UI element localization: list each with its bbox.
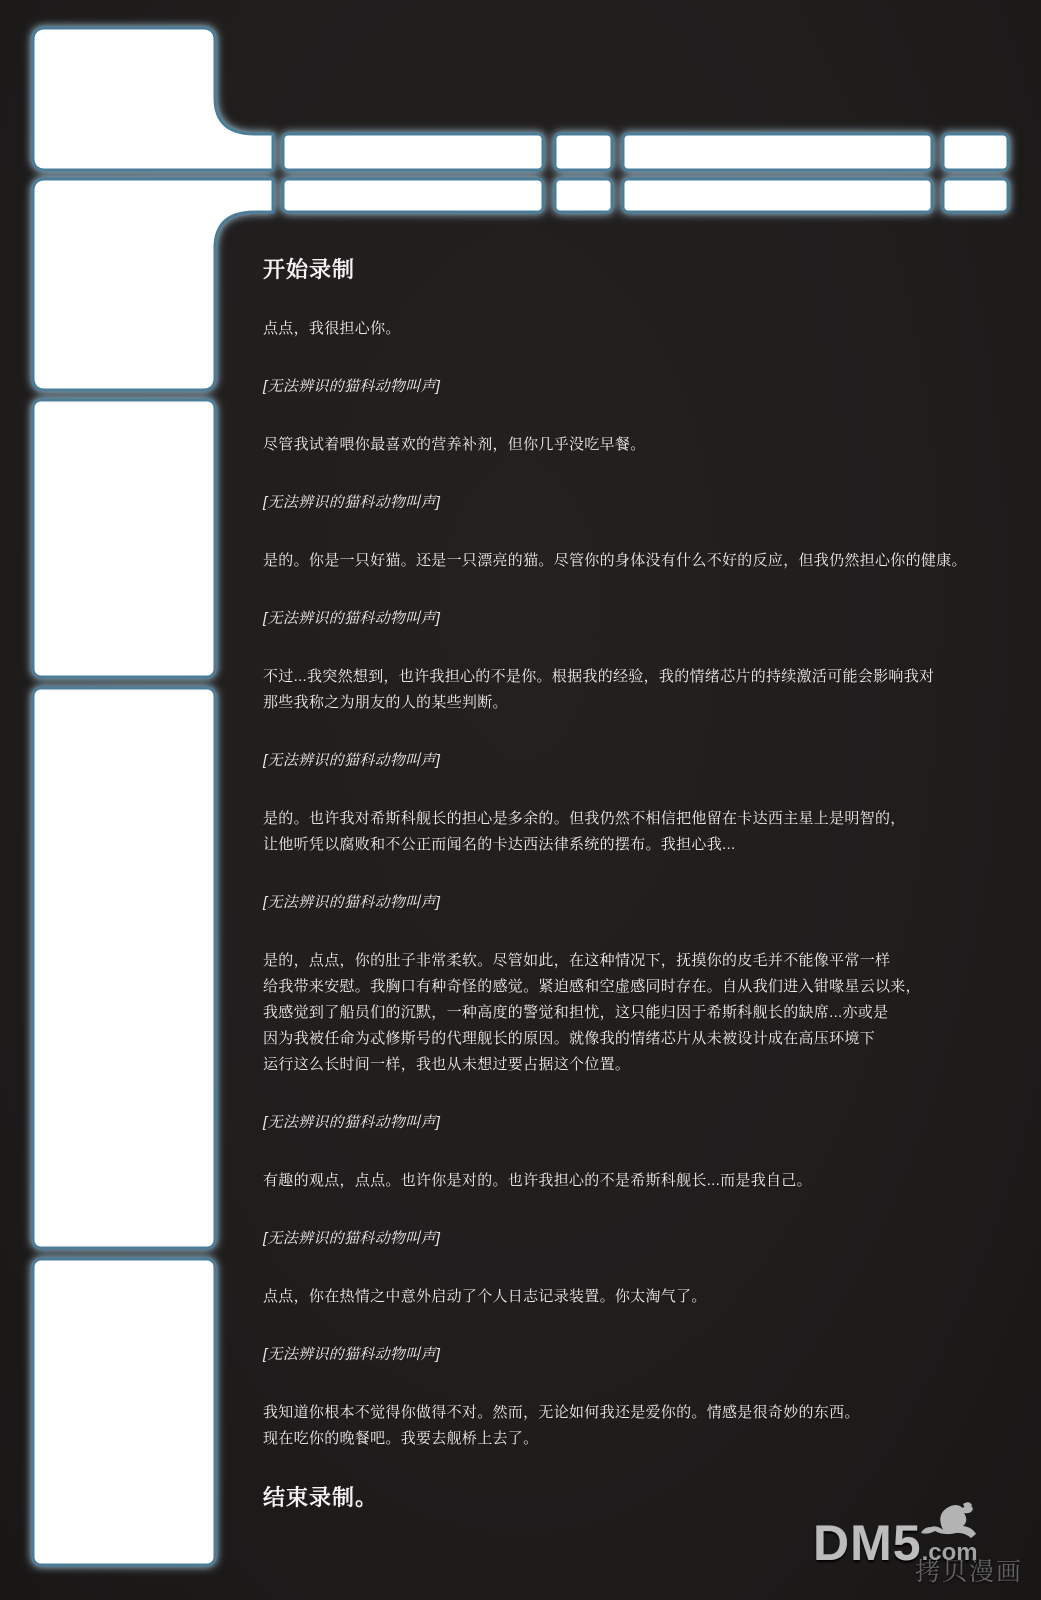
cat-sound-note: [无法辨识的猫科动物叫声]: [263, 1114, 441, 1131]
cat-sound-note: [无法辨识的猫科动物叫声]: [263, 378, 441, 395]
cat-sound-note: [无法辨识的猫科动物叫声]: [263, 1346, 441, 1363]
log-paragraph: 是的，点点，你的肚子非常柔软。尽管如此，在这种情况下，抚摸你的皮毛并不能像平常一样 给我带来安慰。我胸口有种奇怪的感觉。紧迫感和空虚感同时存在。自从我们进入钳喙星云以来， 我感觉到了船员们的沉默，一种高度的警觉和担忧，这只能归因于希斯科舰长的缺席...亦或是 因为我被任命为忒修斯号的代理舰长的原因。就像我的情绪芯片从未被设计成在高压环境下 运行这么长时间一样，我也从未想过要占据这个位置。: [263, 952, 921, 1073]
lcars-bar-top-segment-2: [555, 134, 612, 170]
log-paragraph: 不过...我突然想到，也许我担心的不是你。根据我的经验，我的情绪芯片的持续激活可能会影响我对 那些我称之为朋友的人的某些判断。: [263, 668, 935, 711]
copymanga-overlay-text: 拷贝漫画: [914, 1558, 1023, 1586]
cat-sound-note: [无法辨识的猫科动物叫声]: [263, 1230, 441, 1247]
lcars-bar-bottom-segment-2: [555, 179, 612, 212]
dm5-logo-text: DM5: [813, 1515, 922, 1571]
personal-log-transcript: [263, 256, 975, 1544]
lcars-bar-bottom-segment-3: [623, 179, 932, 212]
log-line: 有趣的观点，点点。也许你是对的。也许我担心的不是希斯科舰长...而是我自己。: [263, 1172, 812, 1189]
log-line: 点点，你在热情之中意外启动了个人日志记录装置。你太淘气了。: [263, 1288, 707, 1305]
lcars-side-panel-1: [33, 400, 215, 677]
lcars-elbow-top: [33, 28, 273, 170]
lcars-bar-bottom-segment-1: [283, 179, 543, 212]
lcars-bar-top-segment-1: [283, 134, 543, 170]
log-start-heading: 开始录制: [263, 257, 356, 282]
dm5-logo-suffix: .com: [921, 1539, 978, 1566]
cat-sound-note: [无法辨识的猫科动物叫声]: [263, 894, 441, 911]
lcars-side-panel-2: [33, 688, 215, 1248]
log-line: 点点，我很担心你。: [263, 320, 401, 337]
lcars-bar-bottom-segment-4: [943, 179, 1008, 212]
log-paragraph: 是的。也许我对希斯科舰长的担心是多余的。但我仍然不相信把他留在卡达西主星上是明智的， 让他听凭以腐败和不公正而闻名的卡达西法律系统的摆布。我担心我...: [263, 810, 906, 853]
log-line: 尽管我试着喂你最喜欢的营养补剂，但你几乎没吃早餐。: [263, 436, 646, 453]
log-end-heading: 结束录制。: [263, 1485, 379, 1510]
log-paragraph: 我知道你根本不觉得你做得不对。然而，无论如何我还是爱你的。情感是很奇妙的东西。 现在吃你的晚餐吧。我要去舰桥上去了。: [263, 1404, 860, 1447]
cat-sound-note: [无法辨识的猫科动物叫声]: [263, 494, 441, 511]
lcars-bar-top-segment-3: [623, 134, 932, 170]
lcars-bar-top-segment-4: [943, 134, 1008, 170]
cat-sound-note: [无法辨识的猫科动物叫声]: [263, 752, 441, 769]
lcars-side-panel-3: [33, 1259, 215, 1565]
lcars-elbow-bottom: [33, 179, 273, 390]
dm5-watermark: [813, 1500, 1023, 1590]
cat-sound-note: [无法辨识的猫科动物叫声]: [263, 610, 441, 627]
log-line: 是的。你是一只好猫。还是一只漂亮的猫。尽管你的身体没有什么不好的反应，但我仍然担心你的健康。: [263, 552, 967, 569]
